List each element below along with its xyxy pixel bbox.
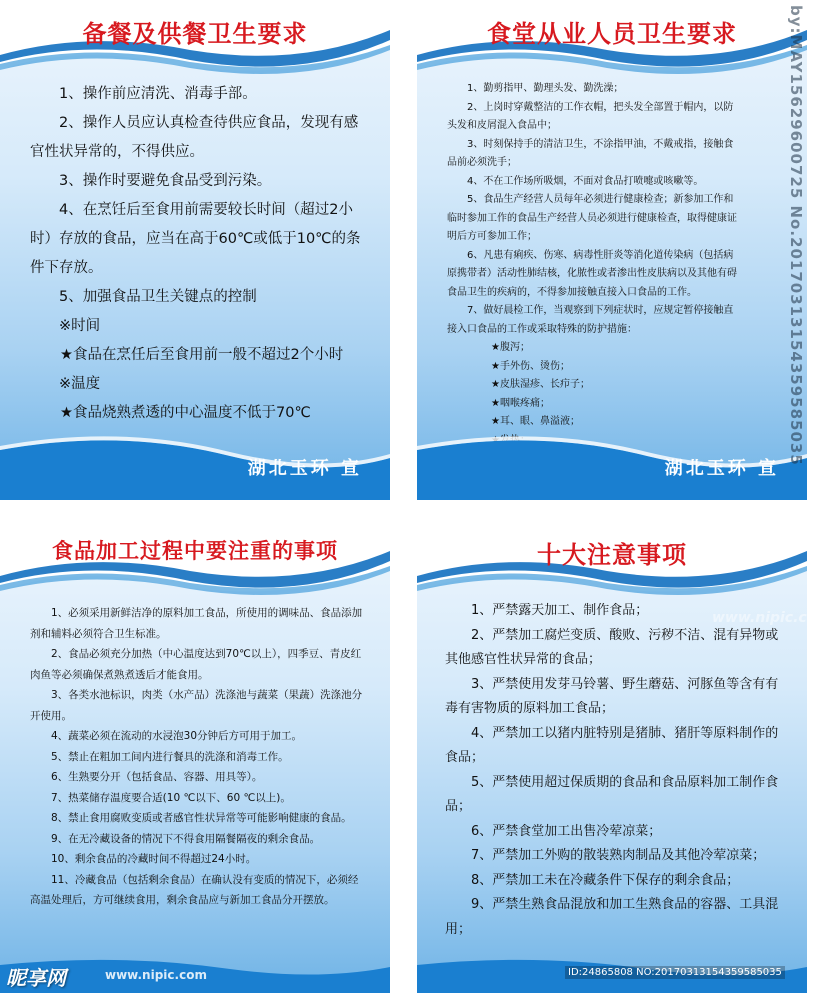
text-line: 6、严禁食堂加工出售冷荤凉菜； — [471, 823, 662, 839]
text-line: 5、禁止在粗加工间内进行餐具的洗涤和消毒工作。 — [51, 750, 289, 763]
text-line: 明后方可参加工作； — [447, 231, 537, 242]
text-line: 7、严禁加工外购的散装熟肉制品及其他冷荤凉菜； — [471, 848, 766, 863]
watermark-site: www.nipic.com — [712, 610, 831, 626]
text-line: 接入口食品的工作或采取特殊的防护措施： — [447, 323, 637, 335]
text-line: 1、必须采用新鲜洁净的原料加工食品，所使用的调味品、食品添加剂和辅料必须符合卫生标准。 — [30, 607, 363, 640]
panel-staff-hygiene — [417, 0, 807, 500]
text-line: 1、操作前应清洗、消毒手部。 — [59, 86, 257, 102]
panel-header — [0, 0, 390, 85]
text-line: 临时参加工作的食品生产经营人员必须进行健康检查，取得健康证 — [447, 212, 737, 224]
text-line: 2、食品必须充分加热（中心温度达到70℃以上），四季豆、青皮红肉鱼等必须确保煮熟煮透后才能食用。 — [30, 648, 362, 681]
text-line: 2、上岗时穿戴整洁的工作衣帽，把头发全部置于帽内，以防 — [467, 101, 734, 113]
text-line: 3、各类水池标识，肉类（水产品）洗涤池与蔬菜（果蔬）洗涤池分开使用。 — [30, 689, 363, 722]
text-line: 5、食品生产经营人员每年必须进行健康检查；新参加工作和 — [467, 194, 734, 205]
panel-preparation-serving — [0, 0, 390, 500]
text-line: ★手外伤、烫伤； — [491, 360, 570, 372]
text-line: 4、不在工作场所吸烟，不面对食品打喷嚏或咳嗽等。 — [467, 175, 704, 187]
text-line: 4、严禁加工以猪内脏特别是猪肺、猪肝等原料制作的食品； — [445, 725, 779, 765]
text-line: ★咽喉疼痛； — [491, 397, 550, 409]
panel-body — [30, 603, 364, 911]
text-line: 10、剩余食品的冷藏时间不得超过24小时。 — [51, 853, 257, 865]
text-line: 2、操作人员应认真检查待供应食品，发现有感官性状异常的，不得供应。 — [30, 115, 359, 160]
watermark-logo: 昵享网 — [6, 966, 66, 990]
text-line: 3、操作时要避免食品受到污染。 — [59, 173, 272, 189]
panel-ten-precautions — [417, 521, 807, 993]
panel-title: 食堂从业人员卫生要求 — [487, 20, 737, 48]
text-line: 8、严禁加工未在冷藏条件下保存的剩余食品； — [471, 872, 740, 888]
text-line: 品前必须洗手； — [447, 157, 517, 168]
text-line: 9、严禁生熟食品混放和加工生熟食品的容器、工具混用； — [445, 897, 779, 937]
text-line: 食品卫生的疾病的，不得参加接触直接入口食品的工作。 — [447, 286, 697, 298]
text-line: 6、生熟要分开（包括食品、容器、用具等）。 — [51, 771, 263, 783]
text-line: ※时间 — [59, 318, 101, 334]
panel-title: 食品加工过程中要注重的事项 — [52, 539, 338, 563]
text-line: 4、蔬菜必须在流动的水浸泡30分钟后方可用于加工。 — [51, 730, 303, 742]
text-line: ★食品烧熟煮透的中心温度不低于70℃ — [60, 405, 311, 421]
text-line: 7、做好晨检工作，当观察到下列症状时，应规定暂停接触直 — [467, 305, 734, 316]
text-line: 1、严禁露天加工、制作食品； — [471, 603, 649, 618]
panel-header — [417, 0, 807, 85]
panel-body — [445, 599, 790, 942]
text-line: 3、严禁使用发芽马铃薯、野生蘑菇、河豚鱼等含有有毒有害物质的原料加工食品； — [445, 676, 779, 716]
text-line: 9、在无冷藏设备的情况下不得食用隔餐隔夜的剩余食品。 — [51, 832, 321, 845]
panel-processing-notes — [0, 521, 390, 993]
text-line: 头发和皮屑混入食品中； — [447, 120, 557, 131]
text-line: 6、凡患有痢疾、伤寒、病毒性肝炎等消化道传染病（包括病 — [467, 249, 734, 261]
text-line: 5、加强食品卫生关键点的控制 — [59, 289, 257, 305]
text-line: 原携带者）活动性肺结核，化脓性或者渗出性皮肤病以及其他有碍 — [447, 268, 737, 279]
text-line: 7、热菜储存温度要合适(10 ℃以下、60 ℃以上)。 — [51, 791, 291, 804]
text-line: ※温度 — [59, 376, 101, 392]
panel-header — [417, 521, 807, 606]
watermark-vertical: by:MAY15629600725 No.20170313154359585035 — [787, 5, 805, 466]
text-line: 2、严禁加工腐烂变质、酸败、污秽不洁、混有异物或其他感官性状异常的食品； — [445, 627, 779, 667]
panel-body — [30, 80, 368, 428]
panel-title: 十大注意事项 — [537, 541, 687, 569]
text-line: 11、冷藏食品（包括剩余食品）在确认没有变质的情况下，必须经高温处理后，方可继续食用，剩余食品应与新加工食品分开摆放。 — [30, 873, 359, 906]
text-line: 1、勤剪指甲、勤理头发、勤洗澡； — [467, 83, 624, 94]
watermark-id: ID:24865808 NO:20170313154359585035 — [565, 966, 785, 979]
watermark-url: www.nipic.com — [105, 968, 207, 982]
text-line: ★耳、眼、鼻溢液； — [491, 416, 580, 427]
text-line: 4、在烹饪后至食用前需要较长时间（超过2小时）存放的食品，应当在高于60℃或低于10℃的条件下存放。 — [30, 202, 361, 276]
text-line: ★皮肤湿疹、长疖子； — [491, 379, 590, 390]
text-line: 5、严禁使用超过保质期的食品和食品原料加工制作食品； — [445, 774, 779, 814]
text-line: 3、时刻保持手的清洁卫生，不涂指甲油，不戴戒指，接触食 — [467, 138, 734, 150]
text-line: ★食品在烹任后至食用前一般不超过2个小时 — [60, 347, 344, 363]
publisher-sign: 湖北玉环 宣 — [664, 458, 779, 479]
panel-footer — [417, 428, 807, 500]
panel-body — [447, 80, 803, 469]
publisher-sign: 湖北玉环 宣 — [247, 458, 362, 479]
text-line: 8、禁止食用腐败变质或者感官性状异常等可能影响健康的食品。 — [51, 812, 352, 824]
panel-footer — [0, 428, 390, 500]
panel-title: 备餐及供餐卫生要求 — [82, 20, 308, 48]
text-line: ★腹泻； — [491, 342, 530, 353]
panel-header — [0, 521, 390, 606]
